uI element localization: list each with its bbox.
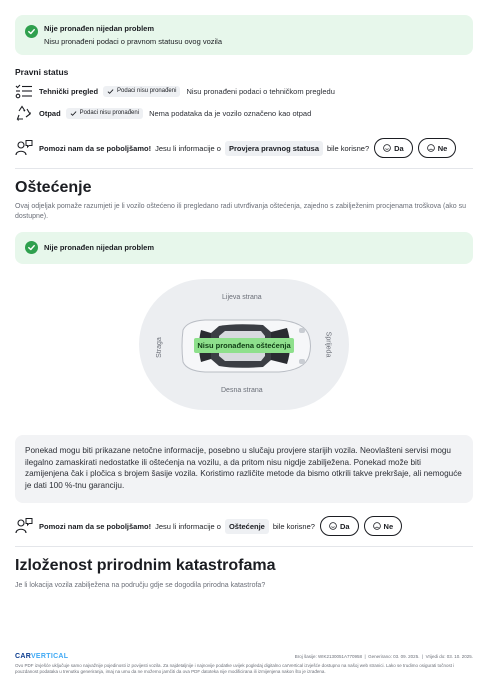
- feedback-prompt: Pomozi nam da se poboljšamo!: [39, 521, 152, 531]
- footer-disclaimer: Ovo PDF izvješće uključuje samo najvažnije pojedinosti iz povijesti vozila. Za najdetaljnije i najnovije podatke uvijek pogledaj digitalno carVertical izvješće dostupno na našoj web stranici. Lako se trudimo osigurati točnost i pouzdanost podataka u trenutku generiranja, imaj na umu da ne možemo jamčiti da ova PDF datoteka nije modificirana ili izmijenjena nakon što je izrađena.: [15, 663, 455, 674]
- feedback-yes-label: Da: [339, 521, 350, 531]
- frown-icon: [427, 144, 435, 152]
- check-circle-icon: [25, 25, 38, 38]
- alert-title: Nije pronađen nijedan problem: [44, 243, 155, 252]
- feedback-no-label: Ne: [437, 143, 448, 153]
- smile-icon: [329, 522, 337, 530]
- label-rear: Straga: [155, 337, 163, 358]
- footer-report-no: Broj šasije: WIK2130051A770958: [294, 654, 362, 659]
- divider: [15, 168, 473, 169]
- status-chip: [103, 86, 180, 97]
- label-front: Sprijeda: [324, 331, 332, 358]
- status-row-inspection: [15, 84, 335, 98]
- frown-icon: [373, 522, 381, 530]
- footer-expires: Vrijedi do: 03. 10. 2025.: [425, 654, 473, 659]
- status-name: Tehnički pregled: [39, 86, 99, 96]
- checklist-icon: [15, 83, 33, 99]
- feedback-text: bile korisne?: [327, 143, 370, 153]
- feedback-text: Jesu li informacije o: [155, 521, 221, 531]
- check-icon: [70, 110, 77, 117]
- status-desc: Nisu pronađeni podaci o tehničkom pregledu: [186, 86, 335, 96]
- status-row-scrap: [15, 106, 311, 120]
- feedback-yes-button[interactable]: [320, 516, 359, 536]
- status-chip-label: Podaci nisu pronađeni: [117, 88, 177, 94]
- feedback-text: Jesu li informacije o: [155, 143, 221, 153]
- feedback-damage: [15, 516, 402, 536]
- status-name: Otpad: [39, 108, 61, 118]
- footer-generated: Generirano: 03. 09. 2025.: [368, 654, 420, 659]
- feedback-topic: Provjera pravnog statusa: [225, 141, 323, 156]
- feedback-text: bile korisne?: [272, 521, 315, 531]
- disasters-intro: Je li lokacija vozila zabilježena na području gdje se dogodila prirodna katastrofa?: [15, 582, 266, 589]
- label-left-side: Lijeva strana: [222, 294, 262, 301]
- feedback-yes-button[interactable]: [374, 138, 413, 158]
- feedback-person-icon: [15, 139, 33, 157]
- status-chip: [66, 108, 143, 119]
- status-desc: Nema podataka da je vozilo označeno kao otpad: [149, 108, 312, 118]
- feedback-no-button[interactable]: [364, 516, 403, 536]
- alert-text: Nisu pronađeni podaci o pravnom statusu ovog vozila: [44, 37, 223, 46]
- damage-heading: Oštećenje: [15, 179, 92, 196]
- feedback-legal: [15, 138, 456, 158]
- smile-icon: [383, 144, 391, 152]
- feedback-prompt: Pomozi nam da se poboljšamo!: [39, 143, 152, 153]
- check-icon: [107, 88, 114, 95]
- legal-status-heading: Pravni status: [15, 67, 69, 77]
- label-right-side: Desna strana: [221, 387, 263, 394]
- footer-meta: Broj šasije: WIK2130051A770958 | Generirano: 03. 09. 2025. | Vrijedi do: 03. 10. 2025.: [294, 654, 473, 659]
- status-chip-label: Podaci nisu pronađeni: [79, 110, 140, 116]
- feedback-no-label: Ne: [383, 521, 394, 531]
- feedback-yes-label: Da: [394, 143, 404, 153]
- feedback-no-button[interactable]: [418, 138, 457, 158]
- divider: [15, 546, 473, 547]
- feedback-person-icon: [15, 517, 33, 535]
- recycle-icon: [15, 105, 33, 121]
- feedback-topic: Oštećenje: [225, 519, 269, 534]
- check-circle-icon: [25, 241, 38, 254]
- no-damage-badge: Nisu pronađena oštećenja: [194, 338, 294, 353]
- damage-intro: Ovaj odjeljak pomaže razumjeti je li vozilo oštećeno ili pregledano radi utvrđivanja oštećenja, zajedno s zabilježenim procjenama troškova (ako su dostupne).: [15, 203, 466, 220]
- accuracy-notice: Ponekad mogu biti prikazane netočne informacije, posebno u slučaju provjere starijih vozila. Neovlašteni servisi mogu ilegalno zamaskirati nedostatke ili oštećenja na vozilu, a da pritom nisu nigdje zabilježena. Ponekad može biti zamijenjena čak i pločica s brojem šasije vozila. Koristimo različite metode da bismo otkrili takve prekršaje, ali nemoguće je dati 100 %-tnu garanciju.: [15, 435, 473, 503]
- alert-title: Nije pronađen nijedan problem: [44, 24, 155, 33]
- carvertical-logo: CARVERTICAL: [15, 653, 69, 660]
- disasters-heading: Izloženost prirodnim katastrofama: [15, 557, 276, 574]
- legal-status-alert: [15, 15, 473, 55]
- damage-alert: [15, 232, 473, 264]
